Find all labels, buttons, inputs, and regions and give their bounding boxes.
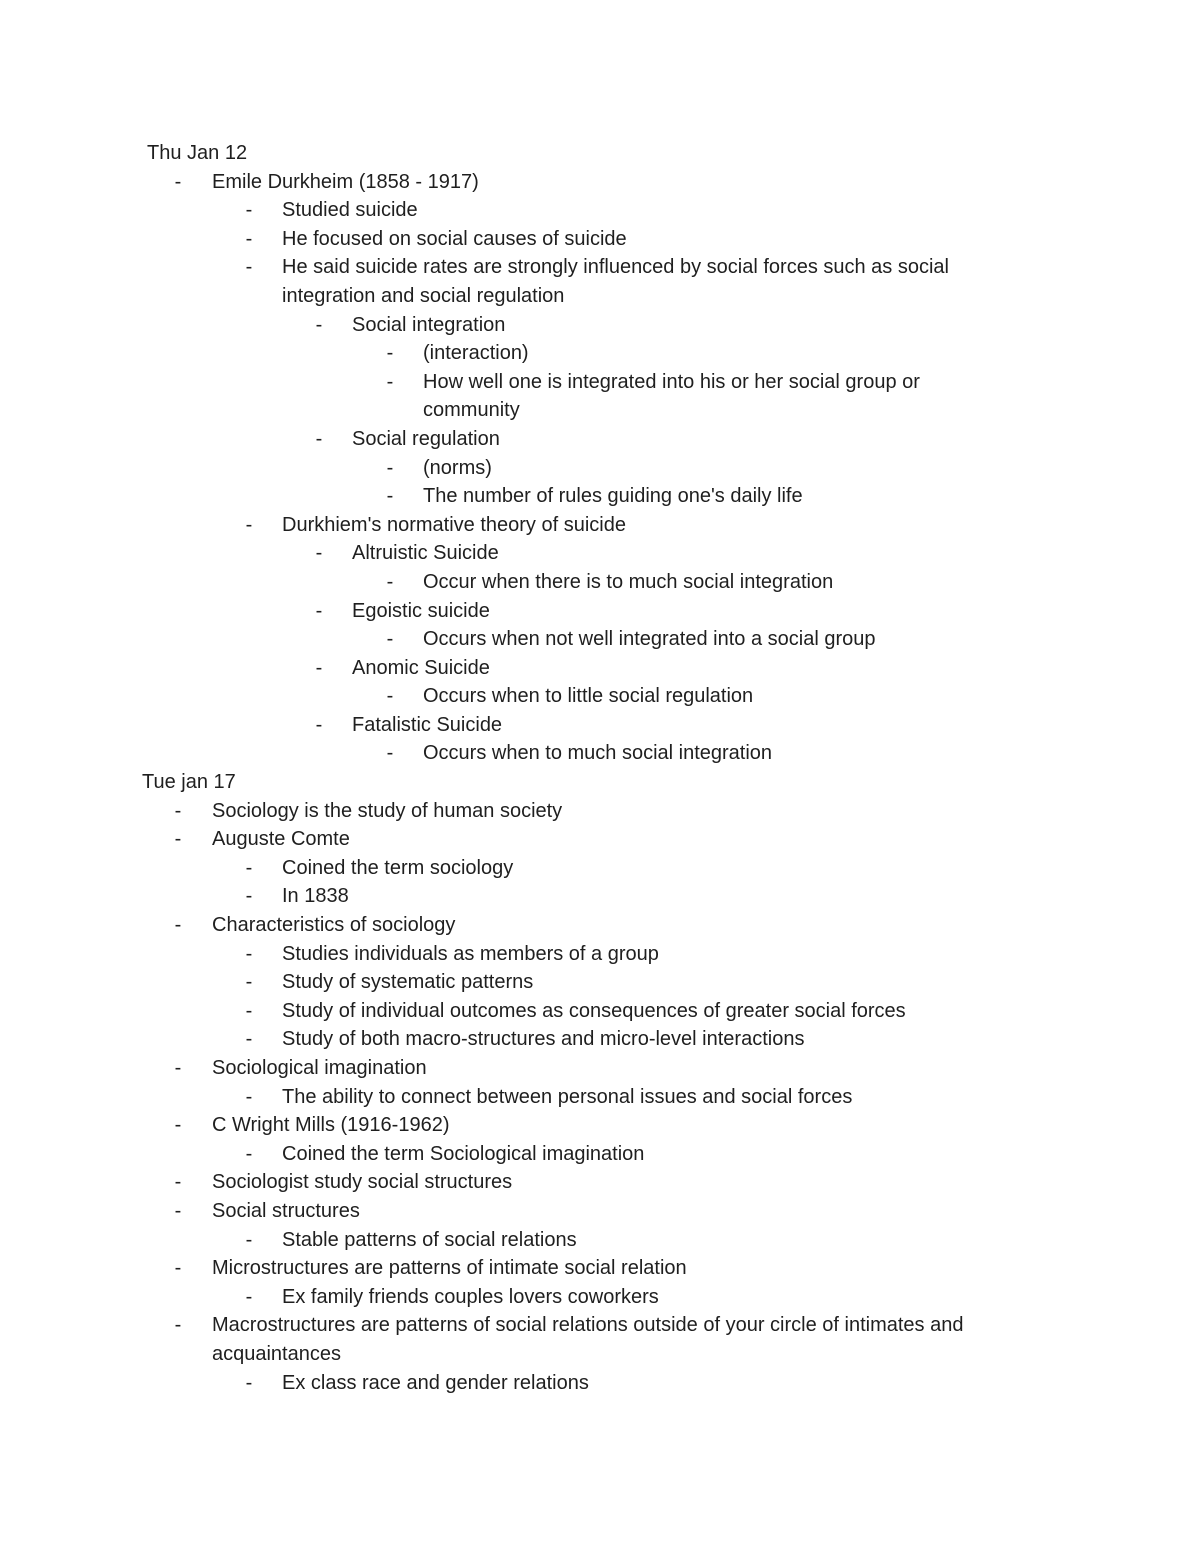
dash-bullet: - (174, 1257, 182, 1280)
outline-item-text: Social regulation (352, 427, 500, 450)
outline-item-text: acquaintances (212, 1342, 341, 1365)
outline-item-text: Microstructures are patterns of intimate social relation (212, 1257, 687, 1280)
outline-item-text: Ex family friends couples lovers coworkers (282, 1285, 659, 1308)
outline-item (0, 997, 1200, 1026)
dash-bullet: - (386, 570, 394, 593)
date-heading (0, 768, 1200, 797)
outline-item-text: Studied suicide (282, 199, 418, 222)
dash-bullet: - (315, 713, 323, 736)
outline-item-text: Characteristics of sociology (212, 914, 456, 937)
dash-bullet: - (386, 742, 394, 765)
outline-item (0, 396, 1200, 425)
outline-item-text: Occurs when to much social integration (423, 742, 773, 765)
date-heading (0, 139, 1200, 168)
date-heading-text: Thu Jan 12 (147, 142, 248, 164)
outline-item (0, 968, 1200, 997)
outline-item-text: Study of individual outcomes as consequences of greater social forces (282, 999, 906, 1022)
outline-item (0, 911, 1200, 940)
dash-bullet: - (386, 485, 394, 508)
dash-bullet: - (245, 856, 253, 879)
dash-bullet: - (174, 170, 182, 193)
outline-item (0, 311, 1200, 340)
outline-item-text: (interaction) (423, 342, 529, 365)
outline-item-text: Occurs when not well integrated into a social group (423, 628, 876, 651)
outline-item-text: In 1838 (282, 885, 349, 908)
outline-item-text: C Wright Mills (1916-1962) (212, 1114, 450, 1137)
outline-item (0, 1111, 1200, 1140)
dash-bullet: - (245, 999, 253, 1022)
outline-item-text: He focused on social causes of suicide (282, 227, 627, 250)
outline-item-text: Fatalistic Suicide (352, 713, 503, 736)
outline-item (0, 225, 1200, 254)
outline-item (0, 454, 1200, 483)
dash-bullet: - (386, 628, 394, 651)
outline-item-text: (norms) (423, 456, 492, 479)
dash-bullet: - (174, 1114, 182, 1137)
outline-item (0, 282, 1200, 311)
outline-item-text: Coined the term sociology (282, 856, 514, 879)
outline-item-text: Study of both macro-structures and micro-level interactions (282, 1028, 805, 1051)
outline-item (0, 739, 1200, 768)
outline-item (0, 825, 1200, 854)
outline-item (0, 1311, 1200, 1340)
outline-item (0, 1197, 1200, 1226)
outline-item (0, 511, 1200, 540)
outline-item (0, 1283, 1200, 1312)
outline-item (0, 339, 1200, 368)
dash-bullet: - (245, 513, 253, 536)
outline-item (0, 797, 1200, 826)
outline-item-text: integration and social regulation (282, 284, 565, 307)
dash-bullet: - (245, 227, 253, 250)
outline-item (0, 882, 1200, 911)
outline-item (0, 1083, 1200, 1112)
dash-bullet: - (315, 313, 323, 336)
outline-item (0, 196, 1200, 225)
dash-bullet: - (386, 370, 394, 393)
dash-bullet: - (174, 1199, 182, 1222)
outline-item (0, 1025, 1200, 1054)
outline-item-text: Altruistic Suicide (352, 542, 499, 565)
outline-item (0, 253, 1200, 282)
outline-item (0, 368, 1200, 397)
dash-bullet: - (245, 199, 253, 222)
dash-bullet: - (245, 1028, 253, 1051)
outline-item (0, 1054, 1200, 1083)
outline-item (0, 168, 1200, 197)
outline-item (0, 1369, 1200, 1398)
outline-item-text: Occur when there is to much social integration (423, 570, 834, 593)
outline-item (0, 597, 1200, 626)
outline-item (0, 1340, 1200, 1369)
outline-item-text: Sociologist study social structures (212, 1171, 513, 1194)
outline-item-text: How well one is integrated into his or her social group or (423, 370, 920, 393)
dash-bullet: - (174, 1314, 182, 1337)
dash-bullet: - (245, 1228, 253, 1251)
dash-bullet: - (245, 1285, 253, 1308)
outline-item-text: Social integration (352, 313, 506, 336)
notes-document (0, 139, 1200, 1397)
dash-bullet: - (245, 971, 253, 994)
dash-bullet: - (315, 656, 323, 679)
dash-bullet: - (386, 685, 394, 708)
outline-item-text: He said suicide rates are strongly influenced by social forces such as social (282, 256, 949, 279)
dash-bullet: - (174, 914, 182, 937)
dash-bullet: - (245, 1371, 253, 1394)
outline-item-text: Emile Durkheim (1858 - 1917) (212, 170, 479, 193)
dash-bullet: - (174, 799, 182, 822)
outline-item (0, 854, 1200, 883)
outline-item-text: Auguste Comte (212, 828, 350, 851)
outline-item (0, 625, 1200, 654)
dash-bullet: - (386, 456, 394, 479)
outline-item-text: Macrostructures are patterns of social relations outside of your circle of intimates and (212, 1314, 964, 1337)
outline-item-text: Occurs when to little social regulation (423, 685, 754, 708)
outline-item-text: The ability to connect between personal issues and social forces (282, 1085, 853, 1108)
outline-item (0, 1254, 1200, 1283)
outline-item-text: Stable patterns of social relations (282, 1228, 577, 1251)
outline-item (0, 1226, 1200, 1255)
outline-item-text: Sociology is the study of human society (212, 799, 563, 822)
dash-bullet: - (386, 342, 394, 365)
dash-bullet: - (245, 942, 253, 965)
dash-bullet: - (174, 1057, 182, 1079)
outline-item (0, 568, 1200, 597)
outline-item (0, 940, 1200, 969)
dash-bullet: - (174, 1171, 182, 1194)
outline-item (0, 1168, 1200, 1197)
dash-bullet: - (315, 427, 323, 450)
outline-item-text: The number of rules guiding one's daily life (423, 485, 803, 508)
outline-item-text: Social structures (212, 1199, 360, 1222)
outline-item-text: Egoistic suicide (352, 599, 490, 622)
outline-item (0, 425, 1200, 454)
outline-item-text: Sociological imagination (212, 1057, 427, 1079)
outline-item-text: Coined the term Sociological imagination (282, 1142, 645, 1165)
outline-item-text: Durkhiem's normative theory of suicide (282, 513, 626, 536)
outline-item (0, 682, 1200, 711)
outline-item-text: Anomic Suicide (352, 656, 490, 679)
dash-bullet: - (245, 1142, 253, 1165)
outline-item (0, 539, 1200, 568)
dash-bullet: - (315, 542, 323, 565)
dash-bullet: - (245, 1085, 253, 1108)
dash-bullet: - (174, 828, 182, 851)
dash-bullet: - (245, 256, 253, 279)
outline-item-text: Ex class race and gender relations (282, 1371, 589, 1394)
outline-item (0, 482, 1200, 511)
outline-item-text: Study of systematic patterns (282, 971, 534, 994)
outline-item (0, 654, 1200, 683)
outline-item (0, 1140, 1200, 1169)
outline-item-text: community (423, 399, 520, 422)
outline-item (0, 711, 1200, 740)
outline-item-text: Studies individuals as members of a group (282, 942, 659, 965)
date-heading-text: Tue jan 17 (142, 771, 236, 794)
dash-bullet: - (245, 885, 253, 908)
dash-bullet: - (315, 599, 323, 622)
